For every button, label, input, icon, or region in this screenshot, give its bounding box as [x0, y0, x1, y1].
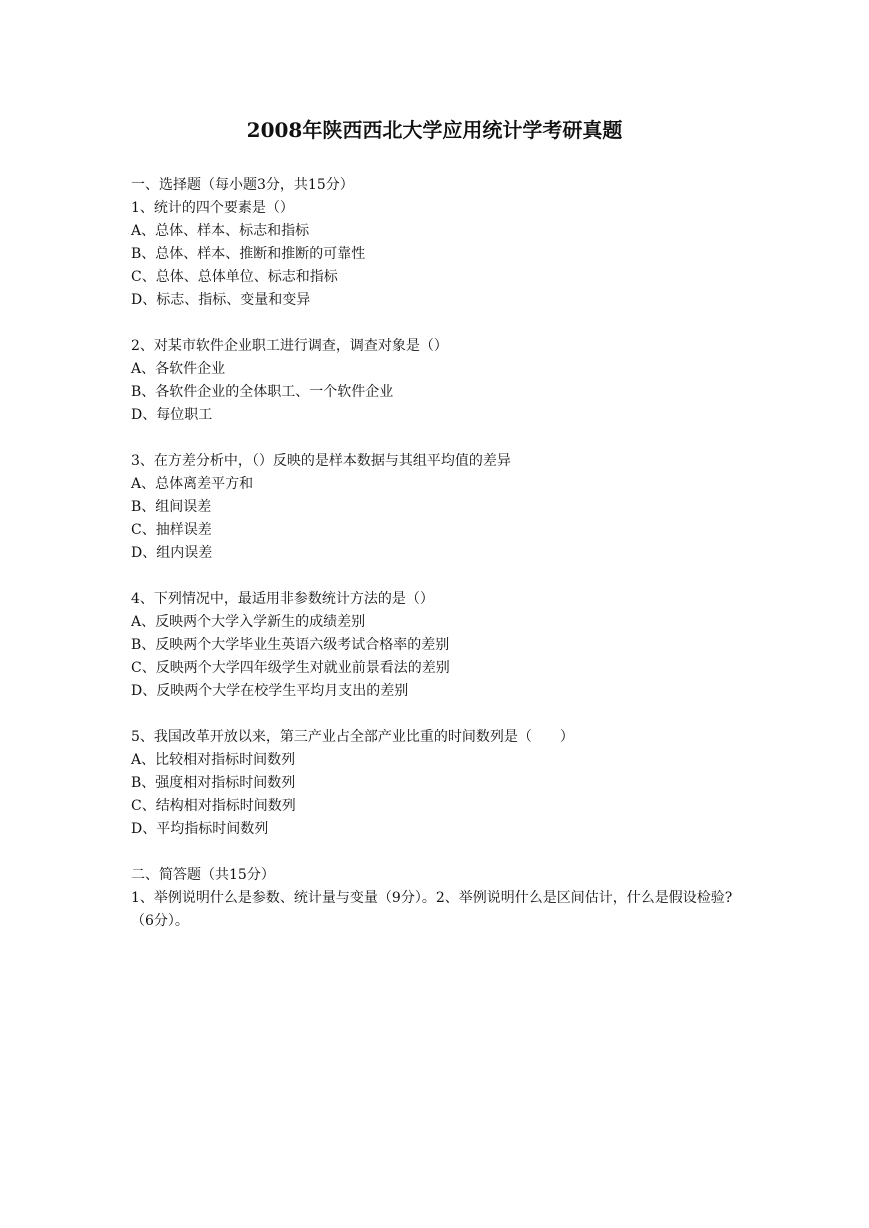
question-stem: 3、在方差分析中，（）反映的是样本数据与其组平均值的差异: [131, 453, 511, 469]
option-d: D、组内误差: [131, 545, 213, 561]
spacer: [131, 841, 751, 864]
document-body: [131, 174, 751, 933]
option-d: D、反映两个大学在校学生平均月支出的差别: [131, 683, 409, 699]
section-heading-short-answer: 二、简答题（共15分）: [131, 867, 275, 883]
option-b: B、总体、样本、推断和推断的可靠性: [131, 246, 366, 262]
option-c: C、反映两个大学四年级学生对就业前景看法的差别: [131, 660, 450, 676]
option-d: D、每位职工: [131, 407, 213, 423]
option-a: A、各软件企业: [131, 361, 226, 377]
option-c: C、结构相对指标时间数列: [131, 798, 296, 814]
option-b: B、组间误差: [131, 499, 212, 515]
option-b: B、各软件企业的全体职工、一个软件企业: [131, 384, 394, 400]
question-stem: 2、对某市软件企业职工进行调查，调查对象是（）: [131, 338, 448, 354]
question-stem: 1、统计的四个要素是（）: [131, 200, 294, 216]
option-a: A、总体离差平方和: [131, 476, 254, 492]
option-d: D、平均指标时间数列: [131, 821, 269, 837]
option-a: A、比较相对指标时间数列: [131, 752, 296, 768]
option-b: B、反映两个大学毕业生英语六级考试合格率的差别: [131, 637, 450, 653]
document-title: 2008年陕西西北大学应用统计学考研真题: [246, 118, 623, 142]
option-a: A、总体、样本、标志和指标: [131, 223, 310, 239]
question-stem: 5、我国改革开放以来，第三产业占全部产业比重的时间数列是（ ）: [131, 729, 574, 745]
short-answer-text: 1、举例说明什么是参数、统计量与变量（9分）。2、举例说明什么是区间估计，什么是假设检验?（6分）。: [131, 890, 733, 929]
question-3: [131, 450, 751, 565]
question-4: [131, 588, 751, 703]
option-c: C、总体、总体单位、标志和指标: [131, 269, 338, 285]
question-5: [131, 726, 751, 841]
section-heading-choice: 一、选择题（每小题3分，共15分）: [131, 177, 354, 193]
question-stem: 4、下列情况中，最适用非参数统计方法的是（）: [131, 591, 434, 607]
option-c: C、抽样误差: [131, 522, 212, 538]
option-b: B、强度相对指标时间数列: [131, 775, 296, 791]
spacer: [131, 565, 751, 588]
spacer: [131, 312, 751, 335]
question-1: [131, 197, 751, 312]
question-2: [131, 335, 751, 427]
spacer: [131, 703, 751, 726]
option-d: D、标志、指标、变量和变异: [131, 292, 311, 308]
option-a: A、反映两个大学入学新生的成绩差别: [131, 614, 366, 630]
spacer: [131, 427, 751, 450]
